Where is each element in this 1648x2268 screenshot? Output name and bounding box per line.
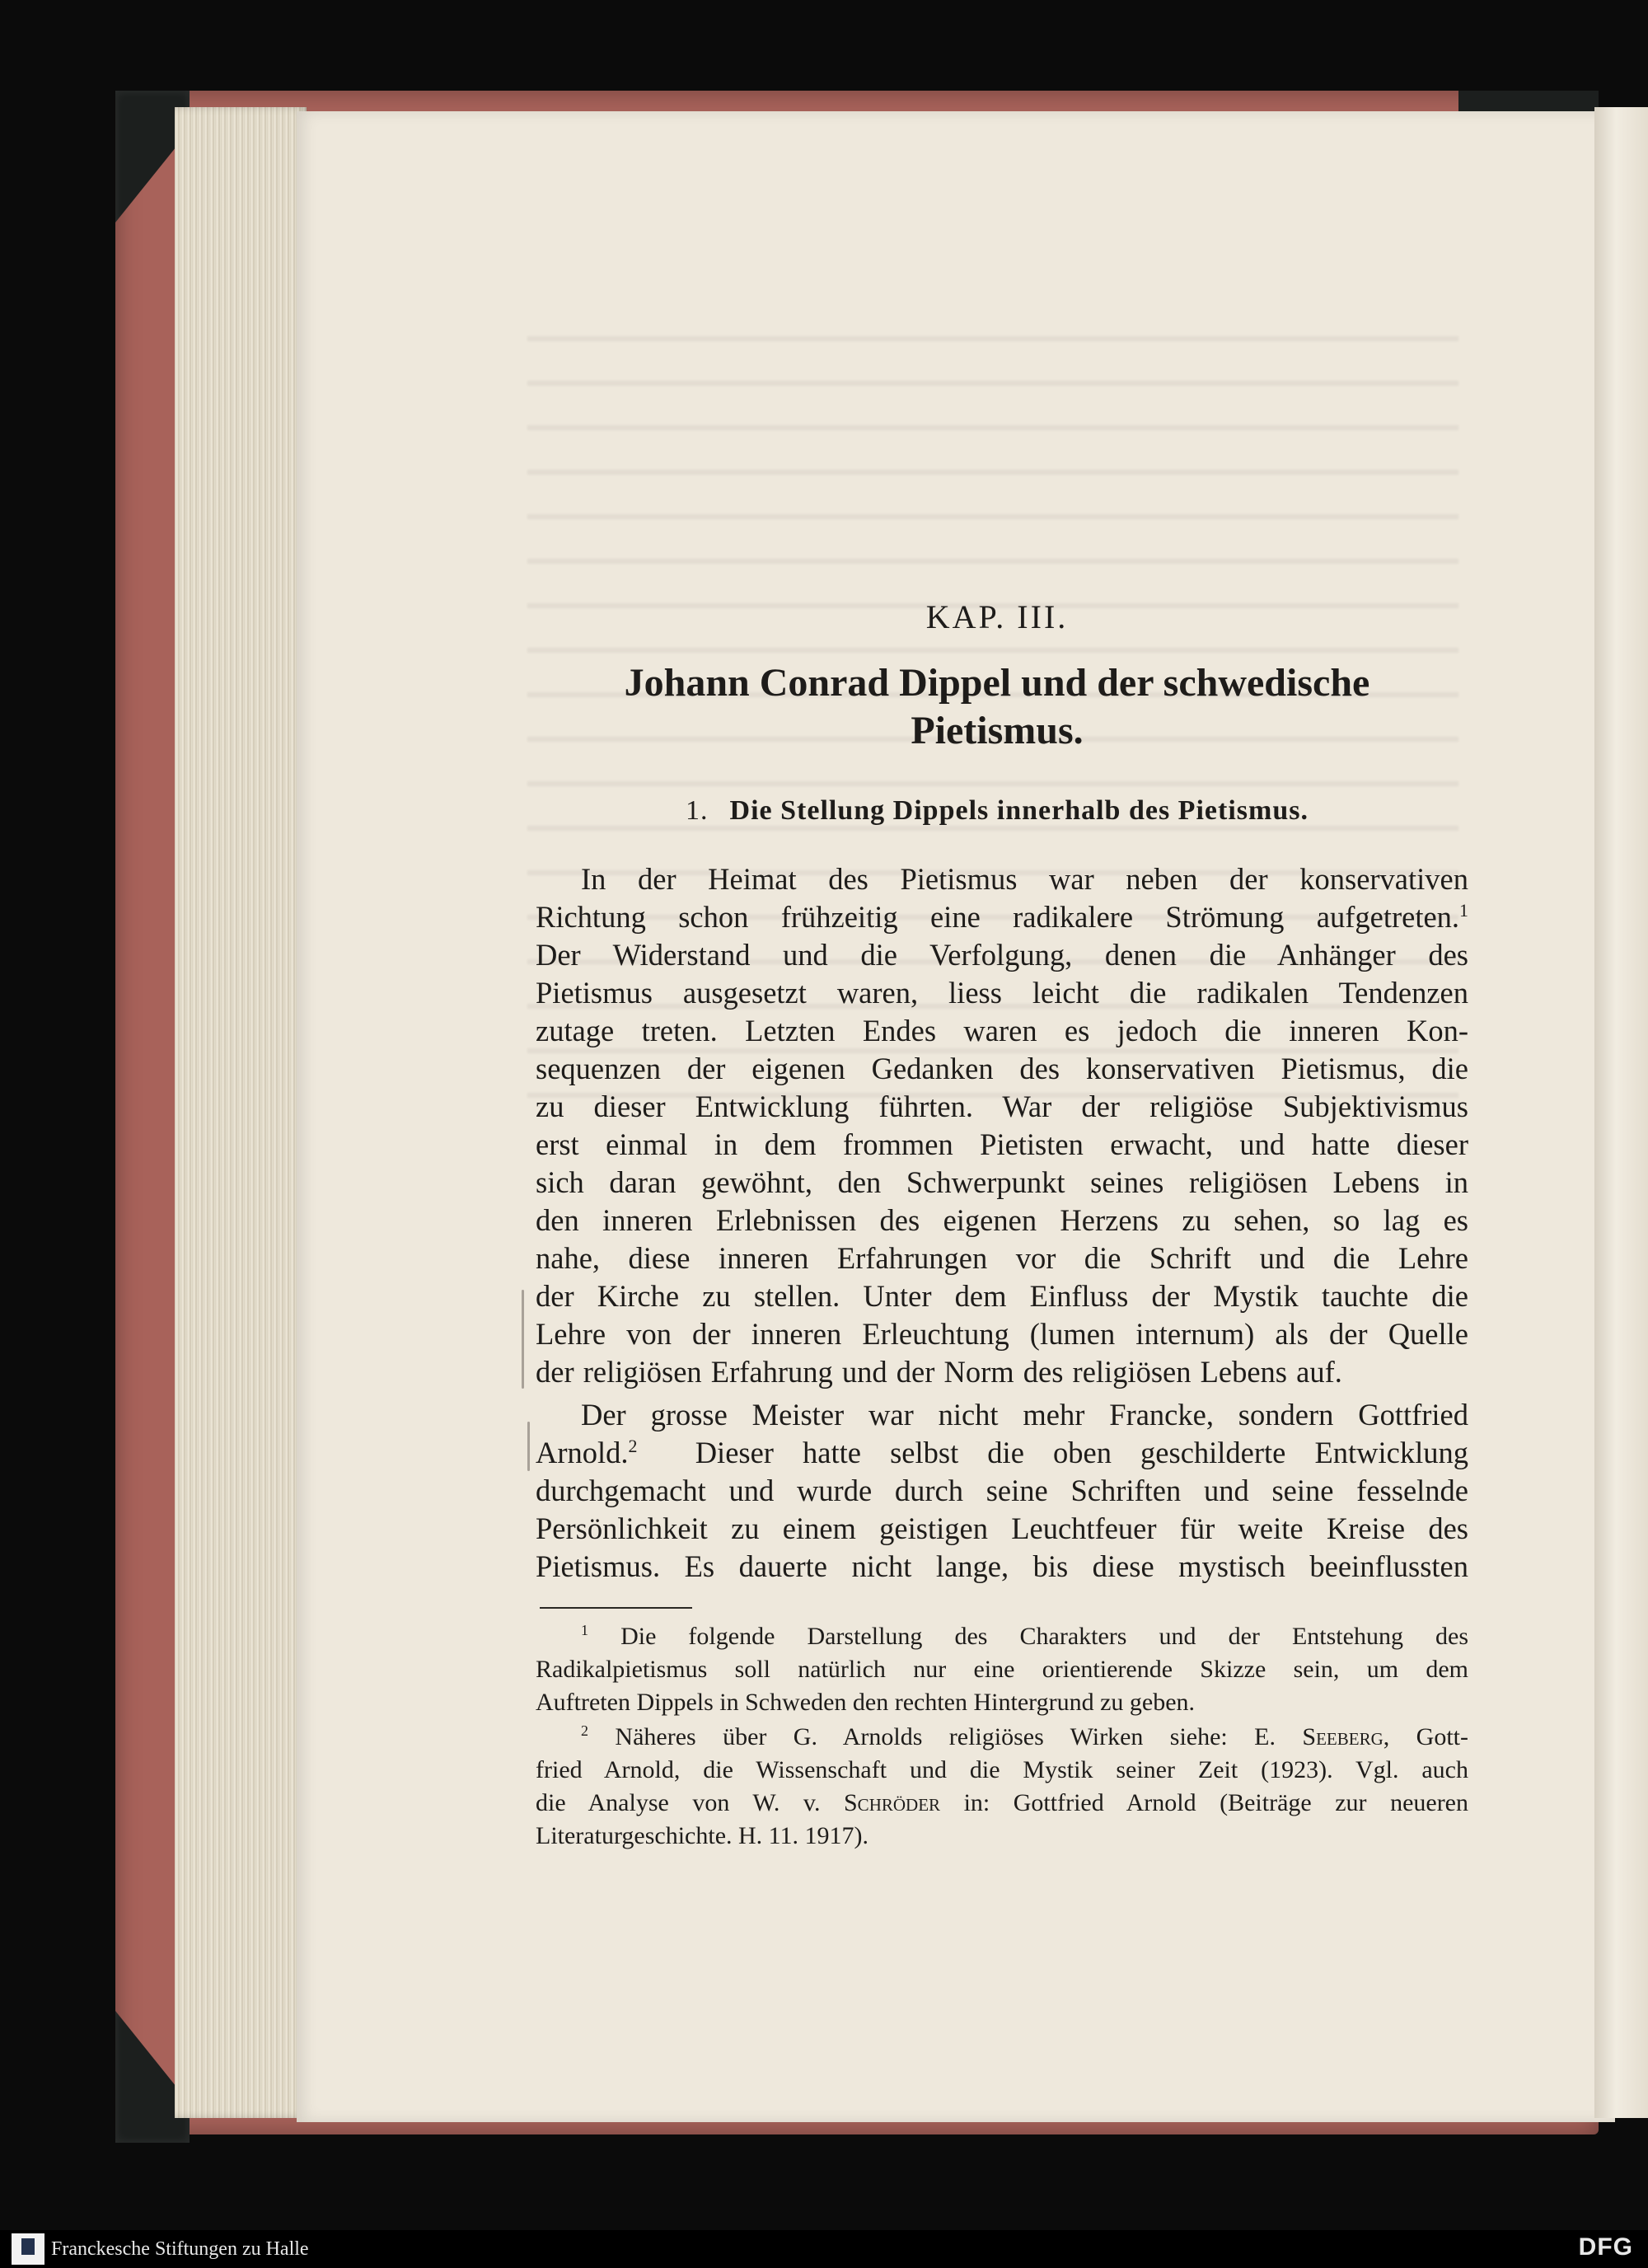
paragraph-line: zutage treten. Letzten Endes waren es jedoch die inneren Kon-	[536, 1014, 1468, 1047]
chapter-label: KAP. III.	[925, 598, 1069, 635]
footnote-line: $^1$ Die folgende Darstellung des Charakters und der Entstehung des	[581, 1623, 1468, 1650]
author-name: Schröder	[844, 1789, 941, 1816]
paragraph-line: Arnold.$^2$ Dieser hatte selbst die oben geschilderte Entwicklung	[536, 1435, 1468, 1469]
footnote-rule	[540, 1607, 692, 1609]
footnote-line: fried Arnold, die Wissenschaft und die Mystik seiner Zeit (1923). Vgl. auch	[536, 1756, 1468, 1783]
paragraph-line: den inneren Erlebnissen des eigenen Herzens zu sehen, so lag es	[536, 1203, 1468, 1237]
section-heading	[536, 795, 1458, 827]
footnote-line: Radikalpietismus soll natürlich nur eine orientierende Skizze sein, um dem	[536, 1656, 1468, 1683]
margin-mark	[527, 1422, 530, 1471]
paragraph-line: sequenzen der eigenen Gedanken des konservativen Pietismus, die	[536, 1052, 1468, 1085]
footnote-line: die Analyse von W. v. Schröder in: Gottfried Arnold (Beiträge zur neueren	[536, 1789, 1468, 1816]
footnote-ref: 2	[628, 1435, 638, 1456]
chapter-title	[536, 659, 1458, 755]
footnote-ref: 1	[1459, 899, 1468, 921]
paragraph-line: Pietismus. Es dauerte nicht lange, bis diese mystisch beeinflussten	[536, 1549, 1468, 1583]
footnote-line: $^2$ Näheres über G. Arnolds religiöses Wirken siehe: E. Seeberg, Gott-	[581, 1723, 1468, 1750]
footnote-line: Literaturgeschichte. H. 11. 1917).	[536, 1822, 869, 1849]
paragraph-line: Der grosse Meister war nicht mehr Francke, sondern Gottfried	[581, 1398, 1468, 1432]
paragraph-line: durchgemacht und wurde durch seine Schriften und seine fesselnde	[536, 1474, 1468, 1507]
paragraph-line: nahe, diese inneren Erfahrungen vor die Schrift und die Lehre	[536, 1241, 1468, 1275]
paragraph-line: Lehre von der inneren Erleuchtung (lumen internum) als der Quelle	[536, 1317, 1468, 1351]
paragraph-line: erst einmal in dem frommen Pietisten erwacht, und hatte dieser	[536, 1127, 1468, 1161]
page-edges	[175, 107, 307, 2118]
page-gutter	[1594, 107, 1648, 2118]
paragraph-line: sich daran gewöhnt, den Schwerpunkt seines religiösen Lebens in	[536, 1165, 1468, 1199]
chapter-title-line: Pietismus.	[911, 709, 1084, 752]
section-number: 1.	[686, 795, 709, 826]
footnote-line: Auftreten Dippels in Schweden den rechten Hintergrund zu geben.	[536, 1689, 1196, 1716]
institution-logo-icon	[12, 2233, 44, 2265]
paragraph-line: zu dieser Entwicklung führten. War der religiöse Subjektivismus	[536, 1089, 1468, 1123]
paragraph-line: der religiösen Erfahrung und der Norm des religiösen Lebens auf.	[536, 1355, 1342, 1389]
paragraph-line: der Kirche zu stellen. Unter dem Einfluss der Mystik tauchte die	[536, 1279, 1468, 1313]
paragraph-line: In der Heimat des Pietismus war neben der konservativen	[581, 862, 1468, 896]
paragraph-line: Pietismus ausgesetzt waren, liess leicht die radikalen Tendenzen	[536, 976, 1468, 1010]
sponsor-logo: DFG	[1578, 2233, 1633, 2261]
chapter-title-line: Johann Conrad Dippel und der schwedische	[624, 661, 1370, 705]
margin-mark	[522, 1290, 524, 1389]
paragraph-line: Der Widerstand und die Verfolgung, denen die Anhänger des	[536, 938, 1468, 972]
institution-name: Franckesche Stiftungen zu Halle	[51, 2238, 309, 2260]
paragraph-line: Persönlichkeit zu einem geistigen Leuchtfeuer für weite Kreise des	[536, 1511, 1468, 1545]
section-title: Die Stellung Dippels innerhalb des Pietismus.	[729, 795, 1309, 826]
paragraph-line: Richtung schon frühzeitig eine radikalere Strömung aufgetreten.$^1$	[536, 899, 1468, 934]
author-name: Seeberg	[1302, 1723, 1383, 1750]
